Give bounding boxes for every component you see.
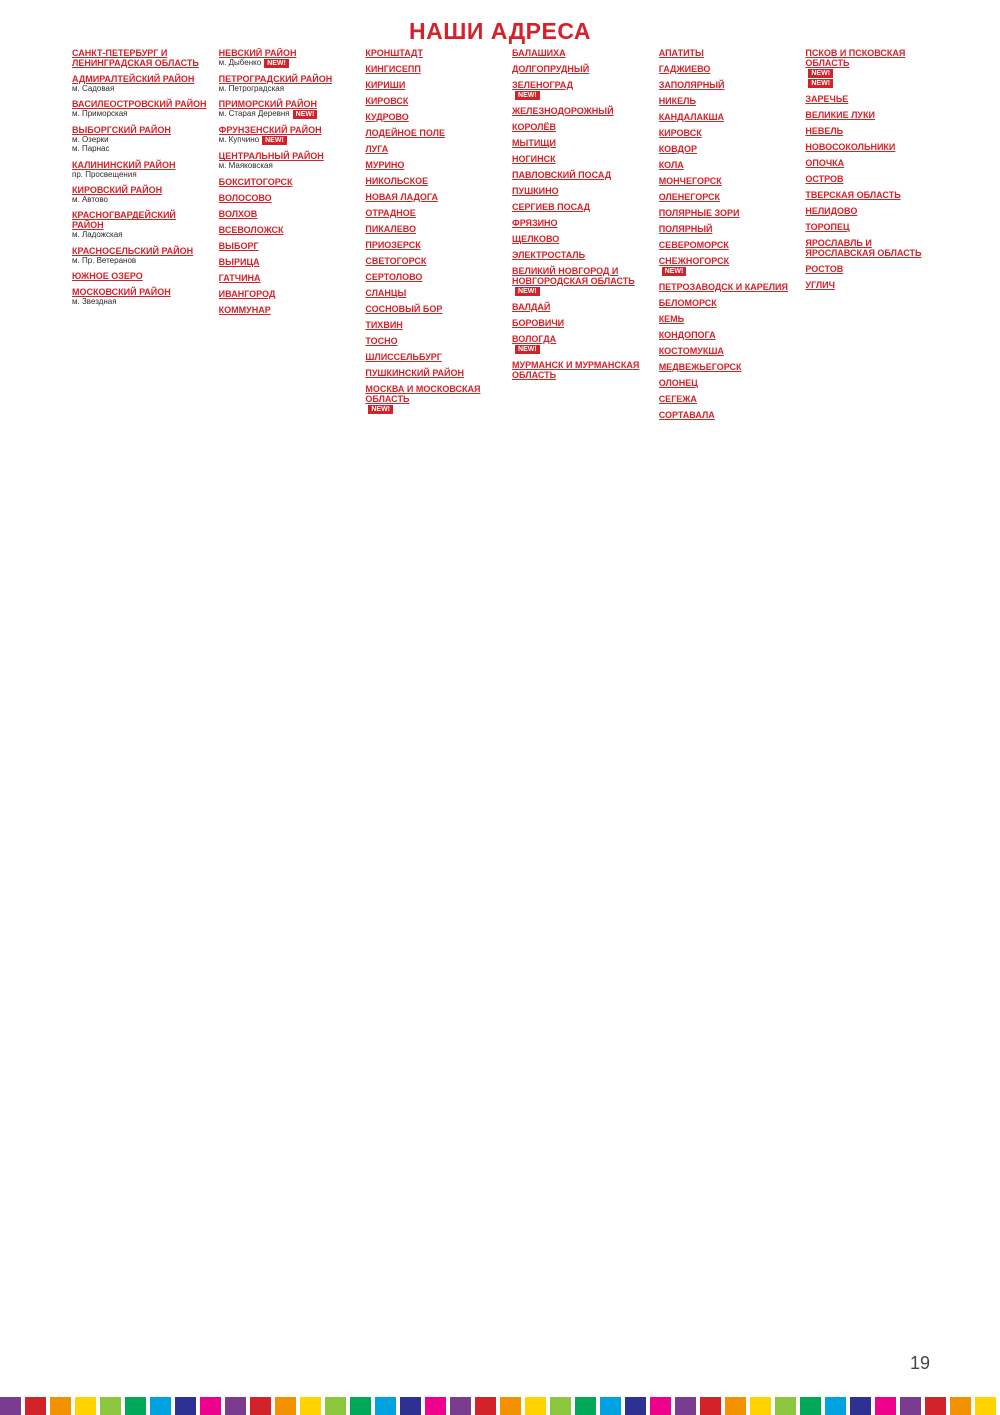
address-section [805,110,942,120]
address-section [659,160,796,170]
section-heading: КУДРОВО [365,112,409,122]
address-section [219,289,356,299]
section-heading: МОСКВА И МОСКОВСКАЯ ОБЛАСТЬ [365,384,481,404]
address-section [659,64,796,74]
stripe-segment [550,1397,571,1415]
section-heading: МУРИНО [365,160,405,170]
address-section [512,218,649,228]
section-heading: КРАСНОСЕЛЬСКИЙ РАЙОН [72,245,194,256]
address-section [659,80,796,90]
new-badge: NEW! [264,59,289,68]
address-section [659,240,796,250]
address-section [659,176,796,186]
section-heading: ПУШКИНСКИЙ РАЙОН [365,368,465,378]
section-heading: ВАЛДАЙ [512,302,551,312]
section-heading: ВОЛОГДА [512,334,557,344]
section-heading: КОСТОМУКША [658,346,724,356]
section-heading: ВСЕВОЛОЖСК [218,224,284,235]
address-section [72,74,209,93]
section-heading: НОГИНСК [512,154,556,164]
stripe-segment [400,1397,421,1415]
address-section [219,48,356,68]
address-line [72,84,209,93]
address-section [512,64,649,74]
stripe-segment [975,1397,996,1415]
address-line [219,161,356,170]
address-section [659,48,796,58]
section-heading: ДОЛГОПРУДНЫЙ [512,64,590,74]
address-section [512,48,649,58]
section-heading: МЫТИЩИ [512,138,556,148]
address-section [365,176,502,186]
address-section [365,336,502,346]
address-section [72,125,209,154]
section-heading: ТОРОПЕЦ [805,222,850,232]
address-section [512,360,649,380]
stripe-segment [175,1397,196,1415]
section-heading: СЛАНЦЫ [365,288,407,298]
section-heading: ШЛИССЕЛЬБУРГ [365,352,442,362]
section-heading: ЮЖНОЕ ОЗЕРО [72,271,143,282]
section-heading: ВЕЛИКИЙ НОВГОРОД И НОВГОРОДСКАЯ ОБЛАСТЬ [512,266,635,286]
address-line [805,78,942,88]
stripe-segment [150,1397,171,1415]
address-section [219,241,356,251]
address-section [659,256,796,276]
section-heading: ИВАНГОРОД [218,288,276,299]
section-heading: ГАТЧИНА [218,272,261,283]
section-heading: ОЛЕНЕГОРСК [658,192,721,202]
address-section [512,186,649,196]
stripe-segment [575,1397,596,1415]
section-heading: ЛУГА [365,144,389,154]
address-section [659,96,796,106]
section-heading: МЕДВЕЖЬЕГОРСК [658,362,742,372]
section-heading: УГЛИЧ [805,280,835,290]
address-section [365,384,502,414]
section-heading: БОРОВИЧИ [512,318,565,328]
address-line [72,230,209,239]
address-text: пр. Просвещения [72,169,137,179]
new-badge: NEW! [293,110,318,119]
stripe-segment [200,1397,221,1415]
address-section [512,138,649,148]
section-heading: КОЛА [658,160,684,170]
stripe-segment [850,1397,871,1415]
address-section [365,96,502,106]
stripe-segment [775,1397,796,1415]
section-heading: КИРОВСКИЙ РАЙОН [72,185,163,196]
section-heading: ПСКОВ И ПСКОВСКАЯ ОБЛАСТЬ [805,48,906,68]
stripe-segment [275,1397,296,1415]
section-heading: КРОНШТАДТ [365,48,423,58]
address-section [512,106,649,116]
address-section [805,206,942,216]
address-section [805,264,942,274]
address-text: м. Ладожская [72,230,123,240]
address-section [805,48,942,88]
page-title: НАШИ АДРЕСА [409,18,591,44]
address-section [72,160,209,179]
address-section [659,112,796,122]
stripe-segment [75,1397,96,1415]
section-heading: ЛОДЕЙНОЕ ПОЛЕ [365,128,445,138]
address-text: м. Дыбенко [218,58,262,67]
section-heading: КРАСНОГВАРДЕЙСКИЙ РАЙОН [72,210,176,231]
stripe-segment [425,1397,446,1415]
address-column [805,48,942,1393]
address-section [72,271,209,281]
section-heading: ПОЛЯРНЫЙ [658,224,713,234]
address-line [512,90,649,100]
section-heading: ПУШКИНО [512,186,559,196]
stripe-segment [225,1397,246,1415]
stripe-segment [125,1397,146,1415]
section-heading: КИРИШИ [365,80,406,90]
stripe-segment [700,1397,721,1415]
stripe-segment [875,1397,896,1415]
address-section [219,99,356,119]
address-section [365,192,502,202]
section-heading: КАНДАЛАКША [658,112,725,122]
section-heading: НЕВСКИЙ РАЙОН [218,48,297,58]
stripe-segment [350,1397,371,1415]
section-heading: КАЛИНИНСКИЙ РАЙОН [72,159,176,170]
new-badge: NEW! [515,91,540,100]
section-heading: НОВАЯ ЛАДОГА [365,192,438,202]
address-section [805,94,942,104]
section-heading: КИНГИСЕПП [365,64,421,74]
address-section [512,266,649,296]
section-heading: СЕГЕЖА [658,394,697,404]
section-heading: КОММУНАР [218,304,271,315]
address-section [219,177,356,187]
address-text: м. Озерки [72,134,109,144]
address-section [365,160,502,170]
section-heading: ВЫБОРГСКИЙ РАЙОН [72,124,171,135]
address-line [219,58,356,68]
new-badge: NEW! [368,405,393,414]
section-heading: РОСТОВ [805,264,844,274]
new-badge: NEW! [515,345,540,354]
section-heading: ВОЛХОВ [218,208,258,219]
section-heading: ОТРАДНОЕ [365,208,416,218]
address-line [219,135,356,145]
stripe-segment [325,1397,346,1415]
address-section [72,99,209,118]
section-heading: ПЕТРОЗАВОДСК И КАРЕЛИЯ [658,282,788,292]
address-text: м. Звездная [72,297,117,307]
section-heading: КОРОЛЁВ [512,122,557,132]
section-heading: СОСНОВЫЙ БОР [365,304,443,314]
stripe-segment [825,1397,846,1415]
address-line [72,195,209,204]
address-section [219,193,356,203]
address-section [512,250,649,260]
address-text: м. Купчино [218,135,260,145]
section-heading: КИРОВСК [365,96,409,106]
section-heading: НИКЕЛЬ [658,96,696,106]
section-heading: БЕЛОМОРСК [658,298,717,308]
color-stripe [0,1397,1000,1415]
address-section [659,282,796,292]
address-section [365,368,502,378]
address-text: м. Петроградская [218,84,285,93]
address-section [512,170,649,180]
section-heading: ВЫБОРГ [218,240,259,251]
address-section [365,288,502,298]
address-section [805,174,942,184]
address-section [219,257,356,267]
stripe-segment [500,1397,521,1415]
new-badge: NEW! [262,136,287,145]
section-heading: НОВОСОКОЛЬНИКИ [805,142,896,152]
section-heading: ЯРОСЛАВЛЬ И ЯРОСЛАВСКАЯ ОБЛАСТЬ [805,238,922,258]
address-line [365,404,502,414]
stripe-segment [100,1397,121,1415]
address-section [365,320,502,330]
address-text: м. Старая Деревня [218,109,290,119]
section-heading: ФРЯЗИНО [512,218,558,228]
address-column [72,48,209,1393]
section-heading: ЩЕЛКОВО [512,234,560,244]
address-column [512,48,649,1393]
section-heading: ПРИМОРСКИЙ РАЙОН [218,99,317,110]
section-heading: МОНЧЕГОРСК [658,176,722,186]
stripe-segment [900,1397,921,1415]
address-section [365,272,502,282]
address-line [219,84,356,93]
stripe-segment [600,1397,621,1415]
new-badge: NEW! [662,267,687,276]
section-heading: ТВЕРСКАЯ ОБЛАСТЬ [805,190,901,200]
address-line [72,256,209,265]
address-text: м. Приморская [72,109,128,119]
address-column [365,48,502,1393]
stripe-segment [250,1397,271,1415]
address-section [659,144,796,154]
section-heading: ФРУНЗЕНСКИЙ РАЙОН [218,125,322,136]
address-section [219,305,356,315]
section-heading: ПИКАЛЕВО [365,224,416,234]
section-heading: ЦЕНТРАЛЬНЫЙ РАЙОН [218,151,324,162]
new-badge: NEW! [808,69,833,78]
stripe-segment [525,1397,546,1415]
section-heading: МОСКОВСКИЙ РАЙОН [72,287,171,298]
address-section [659,298,796,308]
address-columns [72,48,942,1393]
section-heading: КОНДОПОГА [658,330,716,340]
address-text: м. Пр. Ветеранов [72,255,137,265]
address-section [219,225,356,235]
address-section [365,208,502,218]
address-section [659,378,796,388]
address-section [512,318,649,328]
new-badge: NEW! [515,287,540,296]
address-line [219,109,356,119]
address-section [659,346,796,356]
address-section [365,256,502,266]
section-heading: ВАСИЛЕОСТРОВСКИЙ РАЙОН [72,99,207,110]
section-heading: КОВДОР [658,144,697,154]
new-badge: NEW! [808,79,833,88]
address-section [659,362,796,372]
section-heading: ОСТРОВ [805,174,844,184]
address-section [219,74,356,93]
address-section [365,128,502,138]
address-section [805,126,942,136]
address-line [805,68,942,78]
section-heading: ВЕЛИКИЕ ЛУКИ [805,110,875,120]
stripe-segment [25,1397,46,1415]
stripe-segment [375,1397,396,1415]
address-section [512,302,649,312]
section-heading: НИКОЛЬСКОЕ [365,176,429,186]
address-section [805,280,942,290]
address-line [72,144,209,153]
section-heading: ТИХВИН [365,320,403,330]
address-line [72,135,209,144]
address-section [365,48,502,58]
address-section [72,287,209,306]
stripe-segment [925,1397,946,1415]
section-heading: НЕВЕЛЬ [805,126,844,136]
address-section [72,48,209,68]
address-section [805,190,942,200]
section-heading: БОКСИТОГОРСК [218,176,293,187]
stripe-segment [0,1397,21,1415]
section-heading: КЕМЬ [658,314,685,324]
address-line [72,297,209,306]
address-section [365,240,502,250]
address-section [512,234,649,244]
section-heading: МУРМАНСК И МУРМАНСКАЯ ОБЛАСТЬ [512,360,640,380]
address-column [219,48,356,1393]
section-heading: СЕРТОЛОВО [365,272,423,282]
page-number: 19 [909,1353,930,1373]
address-section [219,273,356,283]
address-section [659,314,796,324]
address-section [219,151,356,170]
address-section [219,125,356,145]
section-heading: ТОСНО [365,336,398,346]
address-section [512,154,649,164]
address-section [805,142,942,152]
section-heading: ВОЛОСОВО [218,192,272,203]
section-heading: КИРОВСК [658,128,702,138]
section-heading: СОРТАВАЛА [658,410,715,420]
section-heading: ЭЛЕКТРОСТАЛЬ [512,250,586,260]
address-section [659,330,796,340]
stripe-segment [50,1397,71,1415]
address-line [72,170,209,179]
section-heading: СЕВЕРОМОРСК [658,240,729,250]
address-column [659,48,796,1393]
address-line [512,286,649,296]
address-section [512,334,649,354]
address-section [659,410,796,420]
section-heading: ЗАРЕЧЬЕ [805,94,849,104]
section-heading: ГАДЖИЕВО [658,64,711,74]
section-heading: СНЕЖНОГОРСК [658,256,730,266]
address-section [365,64,502,74]
section-heading: САНКТ-ПЕТЕРБУРГ И ЛЕНИНГРАДСКАЯ ОБЛАСТЬ [72,48,199,68]
stripe-segment [750,1397,771,1415]
stripe-segment [725,1397,746,1415]
stripe-segment [475,1397,496,1415]
section-heading: НЕЛИДОВО [805,206,858,216]
stripe-segment [650,1397,671,1415]
section-heading: СЕРГИЕВ ПОСАД [512,202,591,212]
address-section [659,128,796,138]
section-heading: ПОЛЯРНЫЕ ЗОРИ [658,208,740,218]
section-heading: БАЛАШИХА [512,48,566,58]
section-heading: ЗЕЛЕНОГРАД [512,80,574,90]
address-text: м. Парнас [72,144,110,154]
stripe-segment [675,1397,696,1415]
address-section [805,158,942,168]
section-heading: АДМИРАЛТЕЙСКИЙ РАЙОН [72,74,195,84]
address-section [659,394,796,404]
address-line [72,109,209,118]
address-section [365,224,502,234]
address-text: м. Маяковская [218,161,273,171]
address-section [659,192,796,202]
address-section [365,352,502,362]
address-section [365,112,502,122]
address-section [365,80,502,90]
address-section [805,222,942,232]
stripe-segment [300,1397,321,1415]
section-heading: ПРИОЗЕРСК [365,240,421,250]
stripe-segment [450,1397,471,1415]
address-section [512,80,649,100]
section-heading: ОПОЧКА [805,158,845,168]
address-section [512,202,649,212]
address-section [219,209,356,219]
address-text: м. Автово [72,195,108,205]
address-text: м. Садовая [72,84,115,93]
address-section [512,122,649,132]
stripe-segment [950,1397,971,1415]
section-heading: АПАТИТЫ [658,48,704,58]
section-heading: ЗАПОЛЯРНЫЙ [658,80,725,90]
address-line [659,266,796,276]
stripe-segment [625,1397,646,1415]
section-heading: ОЛОНЕЦ [658,378,698,388]
address-section [659,208,796,218]
address-section [365,144,502,154]
section-heading: ПЕТРОГРАДСКИЙ РАЙОН [218,74,333,84]
address-section [365,304,502,314]
section-heading: СВЕТОГОРСК [365,256,427,266]
address-section [72,246,209,265]
stripe-segment [800,1397,821,1415]
address-section [72,185,209,204]
section-heading: ЖЕЛЕЗНОДОРОЖНЫЙ [512,106,614,116]
address-section [659,224,796,234]
address-section [72,210,209,239]
address-section [805,238,942,258]
address-line [512,344,649,354]
section-heading: ПАВЛОВСКИЙ ПОСАД [512,170,612,180]
section-heading: ВЫРИЦА [218,256,260,267]
